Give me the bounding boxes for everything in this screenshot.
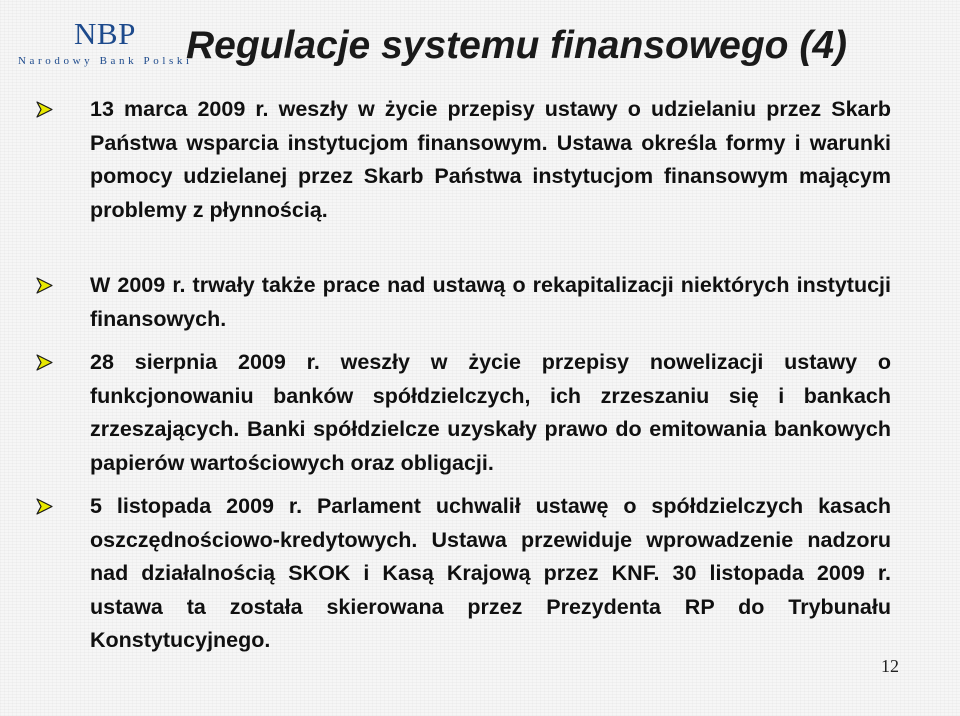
logo-subtitle: Narodowy Bank Polski (18, 55, 193, 67)
slide-title: Regulacje systemu finansowego (4) (186, 24, 848, 67)
arrow-bullet-icon (36, 498, 53, 515)
arrow-bullet-icon (36, 354, 53, 371)
bullet-item: 13 marca 2009 r. weszły w życie przepisy ustawy o udzielaniu przez Skarb Państwa wsparcia instytucjom finansowym. Ustawa określa formy i warunki pomocy udzielanej przez Skarb Państwa instytucjom finansowym mającym problemy z płynnością. (90, 97, 891, 222)
bullet-item: 28 sierpnia 2009 r. weszły w życie przepisy nowelizacji ustawy o funkcjonowaniu banków spółdzielczych, ich zrzeszaniu się i bankach zrzeszających. Banki spółdzielcze uzyskały prawo do emitowania bankowych papierów wartościowych oraz obligacji. (90, 350, 891, 475)
logo-name: NBP (74, 16, 136, 51)
bullet-item: W 2009 r. trwały także prace nad ustawą o rekapitalizacji niektórych instytucji finansowych. (90, 273, 891, 331)
bullet-item: 5 listopada 2009 r. Parlament uchwalił ustawę o spółdzielczych kasach oszczędnościowo-kredytowych. Ustawa przewiduje wprowadzenie nadzoru nad działalnością SKOK i Kasą Krajową przez KNF. 30 listopada 2009 r. ustawa ta została skierowana przez Prezydenta RP do Trybunału Konstytucyjnego. (90, 494, 891, 652)
arrow-bullet-icon (36, 101, 53, 118)
arrow-bullet-icon (36, 277, 53, 294)
page-number: 12 (881, 656, 899, 676)
